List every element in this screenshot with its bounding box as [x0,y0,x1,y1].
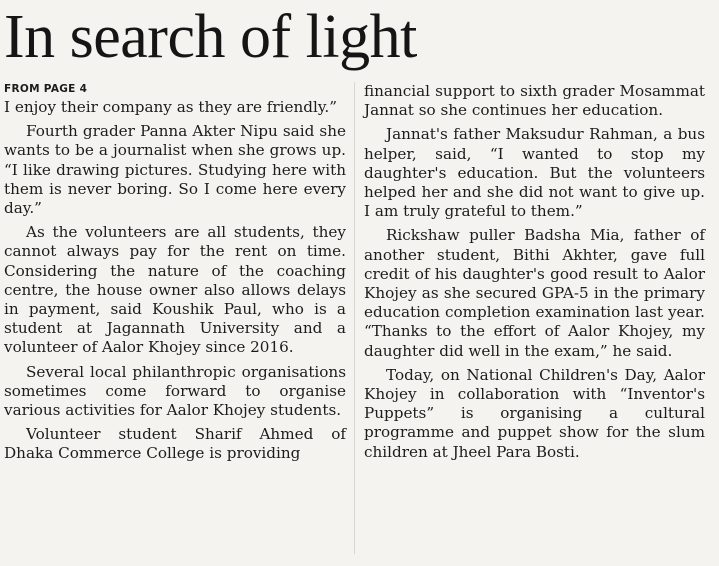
jump-kicker: FROM PAGE 4 [4,83,88,95]
paragraph: As the volunteers are all students, they cannot always pay for the rent on time. Considering the nature of the coaching centre, the house owner also allows delays in payment, said Koushik Paul, who is a student at Jagannath University and a volunteer of Aalor Khojey since 2016. [4,223,346,357]
headline: In search of light [4,3,417,71]
paragraph: Today, on National Children's Day, Aalor Khojey in collaboration with “Inventor's Puppets” is organising a cultural programme and puppet show for the slum children at Jheel Para Bosti. [364,365,705,461]
paragraph: Rickshaw puller Badsha Mia, father of another student, Bithi Akhter, gave full credit of his daughter's good result to Aalor Khojey as she secured GPA-5 in the primary education completion examination last year. “Thanks to the effort of Aalor Khojey, my daughter did well in the exam,” he said. [364,226,705,360]
paragraph: Jannat's father Maksudur Rahman, a bus helper, said, “I wanted to stop my daughter's education. But the volunteers helped her and she did not want to give up. I am truly grateful to them.” [364,125,705,221]
paragraph: financial support to sixth grader Mosammat Jannat so she continues her education. [364,82,705,120]
article-column-right [364,82,705,467]
paragraph: Fourth grader Panna Akter Nipu said she wants to be a journalist when she grows up. “I like drawing pictures. Studying here with them is never boring. So I come here every day.” [4,122,346,218]
paragraph: Volunteer student Sharif Ahmed of Dhaka Commerce College is providing [4,425,346,463]
paragraph: I enjoy their company as they are friendly.” [4,98,338,116]
article-column-left [4,82,346,469]
column-divider [354,82,355,554]
paragraph: Several local philanthropic organisations sometimes come forward to organise various activities for Aalor Khojey students. [4,362,346,420]
